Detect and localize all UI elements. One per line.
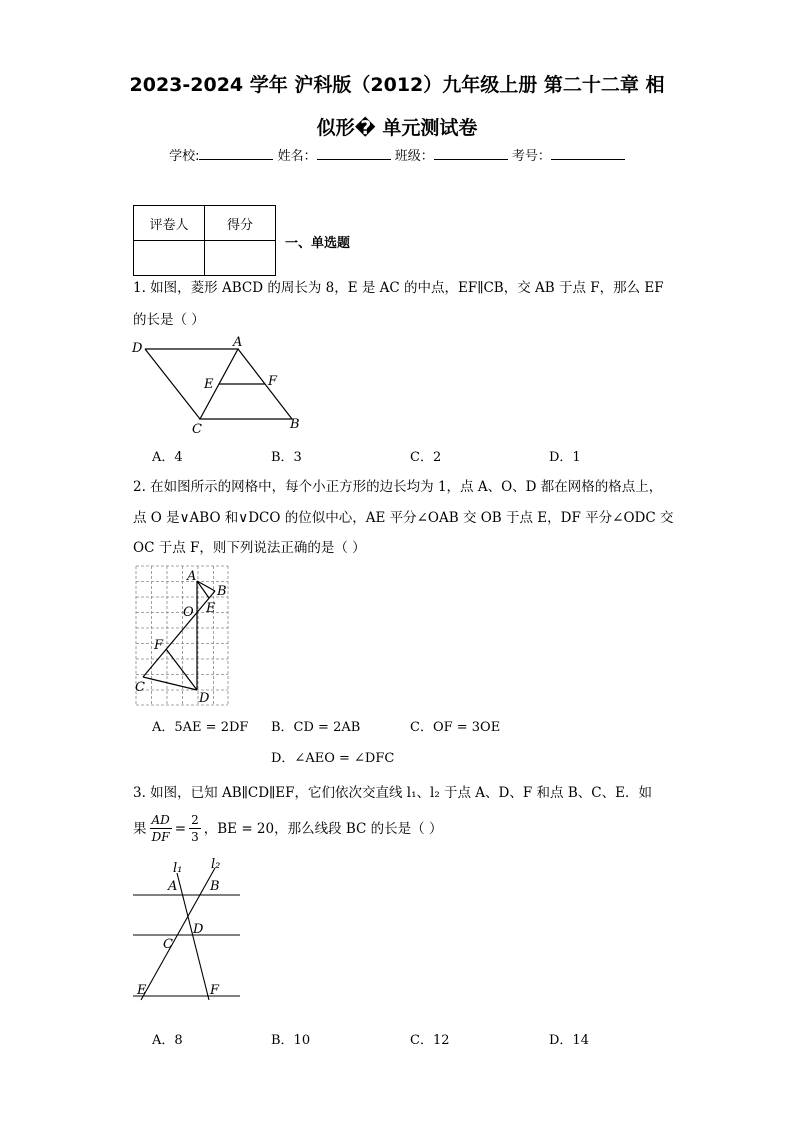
- q3-text-line2: 果 $\frac{AD}{DF}$ = $\frac{2}{3}$ ，BE = 20，那么线段 BC 的长是（ ）: [133, 813, 443, 844]
- score-table: [133, 205, 276, 276]
- q2-label-o: O: [183, 605, 194, 620]
- exam-number-field[interactable]: [551, 147, 625, 160]
- q3-label-c: C: [163, 937, 173, 952]
- class-label: 班级：: [394, 149, 434, 164]
- q2-label-a: A: [187, 569, 197, 584]
- q3-label-f: F: [210, 983, 220, 998]
- score-cell[interactable]: [205, 241, 276, 276]
- school-field[interactable]: [199, 147, 273, 160]
- q1-label-f: F: [268, 374, 278, 389]
- section-title: 一、单选题: [285, 236, 351, 251]
- q3-prefix: 果: [133, 820, 147, 837]
- q3-label-e: E: [137, 983, 147, 998]
- q2-text-line2: 点 O 是∨ABO 和∨DCO 的位似中心，AE 平分∠OAB 交 OB 于点 E，DF 平分∠ODC 交: [133, 510, 674, 526]
- grader-cell[interactable]: [134, 241, 205, 276]
- q2-option-c[interactable]: C．OF = 3OE: [410, 720, 501, 735]
- q3-fraction-left: $\frac{AD}{DF}$: [151, 813, 170, 844]
- q2-label-f: F: [154, 638, 164, 653]
- q3-option-b[interactable]: B．10: [271, 1033, 311, 1048]
- q3-suffix: ，BE = 20，那么线段 BC 的长是（ ）: [203, 820, 443, 837]
- q3-label-l1: l₁: [173, 861, 183, 876]
- q1-option-b[interactable]: B．3: [271, 450, 302, 465]
- q2-option-d[interactable]: D．∠AEO = ∠DFC: [271, 751, 395, 766]
- q2-label-c: C: [135, 680, 145, 695]
- q2-label-d: D: [199, 691, 210, 706]
- exam-number-label: 考号：: [511, 149, 551, 164]
- class-field[interactable]: [434, 147, 508, 160]
- q3-label-a: A: [168, 879, 178, 894]
- q3-text-line1: 3. 如图，已知 AB∥CD∥EF，它们依次交直线 l₁、l₂ 于点 A、D、F 和点 B、C、E．如: [133, 785, 652, 801]
- q3-label-d: D: [193, 922, 204, 937]
- q2-label-b: B: [217, 584, 227, 599]
- page-title-line1: 2023-2024 学年 沪科版（2012）九年级上册 第二十二章 相: [129, 74, 665, 96]
- name-label: 姓名：: [277, 149, 317, 164]
- q2-text-line1: 2. 在如图所示的网格中，每个小正方形的边长均为 1，点 A、O、D 都在网格的格点上，: [133, 479, 663, 495]
- q1-option-a[interactable]: A．4: [152, 450, 183, 465]
- score-header: 得分: [205, 206, 276, 241]
- q1-rhombus-figure: [130, 335, 310, 435]
- q1-label-e: E: [204, 377, 214, 392]
- q1-label-c: C: [192, 422, 202, 435]
- q1-text-line1: 1. 如图，菱形 ABCD 的周长为 8，E 是 AC 的中点，EF∥CB，交 AB 于点 F，那么 EF: [133, 280, 664, 296]
- q1-text-line2: 的长是（ ）: [133, 312, 205, 328]
- q2-option-a[interactable]: A．5AE = 2DF: [152, 720, 249, 735]
- name-field[interactable]: [317, 147, 391, 160]
- school-label: 学校:: [169, 149, 200, 164]
- q3-option-d[interactable]: D．14: [549, 1033, 589, 1048]
- student-info-line: [0, 145, 794, 164]
- q2-label-e: E: [206, 601, 216, 616]
- q3-option-a[interactable]: A．8: [152, 1033, 183, 1048]
- q1-label-a: A: [233, 335, 243, 350]
- q3-label-l2: l₂: [211, 858, 221, 872]
- q2-text-line3: OC 于点 F，则下列说法正确的是（ ）: [133, 540, 366, 556]
- q1-label-b: B: [290, 417, 300, 432]
- q1-option-d[interactable]: D．1: [549, 450, 581, 465]
- q1-label-d: D: [132, 341, 143, 356]
- q2-option-b[interactable]: B．CD = 2AB: [271, 720, 361, 735]
- q3-fraction-right: $\frac{2}{3}$: [191, 813, 199, 844]
- q3-label-b: B: [210, 879, 220, 894]
- q3-option-c[interactable]: C．12: [410, 1033, 450, 1048]
- page-title-line2: 似形� 单元测试卷: [316, 117, 478, 139]
- q3-parallel-lines-figure: [130, 858, 245, 1003]
- q2-grid-figure: [135, 565, 231, 707]
- grader-header: 评卷人: [134, 206, 205, 241]
- q1-option-c[interactable]: C．2: [410, 450, 442, 465]
